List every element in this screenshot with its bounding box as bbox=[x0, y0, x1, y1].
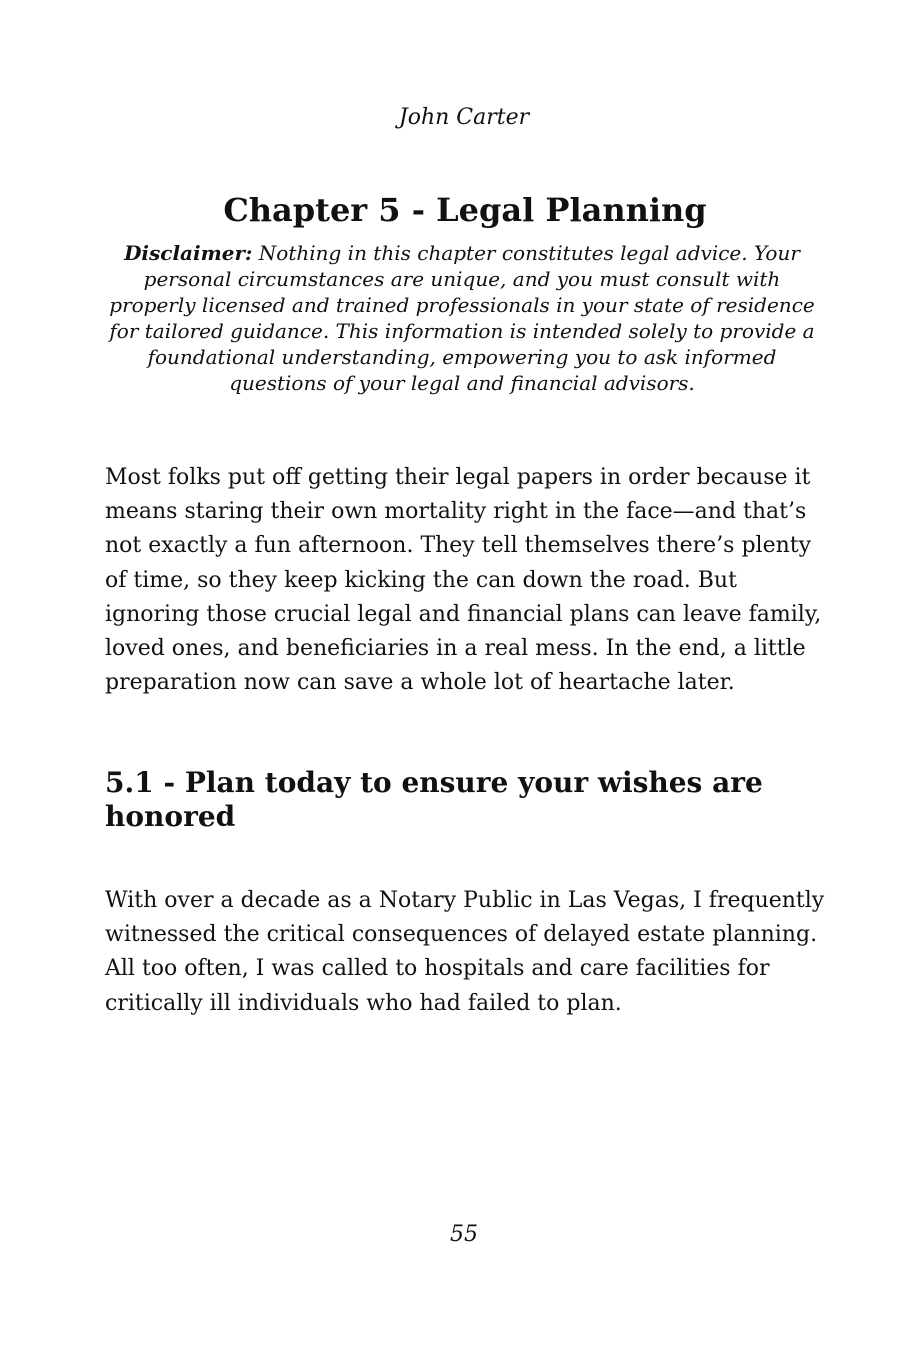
section-heading: 5.1 - Plan today to ensure your wishes are honored bbox=[105, 766, 763, 833]
disclaimer-text: Nothing in this chapter constitutes legal advice. Your personal circumstances are unique, and you must consult with properly licensed and trained professionals in your state of residence for tailored guidance. This information is intended solely to provide a foundational understanding, empowering you to ask informed questions of your legal and financial advisors. bbox=[109, 241, 815, 395]
intro-paragraph: Most folks put off getting their legal papers in order because it means staring their own mortality right in the face—and that’s not exactly a fun afternoon. They tell themselves there’s plenty of time, so they keep kicking the can down the road. But ignoring those crucial legal and financial plans can leave family, loved ones, and beneficiaries in a real mess. In the end, a little preparation now can save a whole lot of heartache later. bbox=[105, 465, 822, 696]
chapter-title: Chapter 5 - Legal Planning bbox=[223, 191, 707, 229]
page-number: 55 bbox=[450, 1222, 478, 1247]
section-paragraph: With over a decade as a Notary Public in Las Vegas, I frequently witnessed the critical consequences of delayed estate planning. All too often, I was called to hospitals and care facilities for critically ill individuals who had failed to plan. bbox=[105, 888, 825, 1016]
disclaimer bbox=[100, 240, 824, 396]
disclaimer-label: Disclaimer: bbox=[124, 241, 253, 265]
running-head-author: John Carter bbox=[398, 105, 530, 130]
